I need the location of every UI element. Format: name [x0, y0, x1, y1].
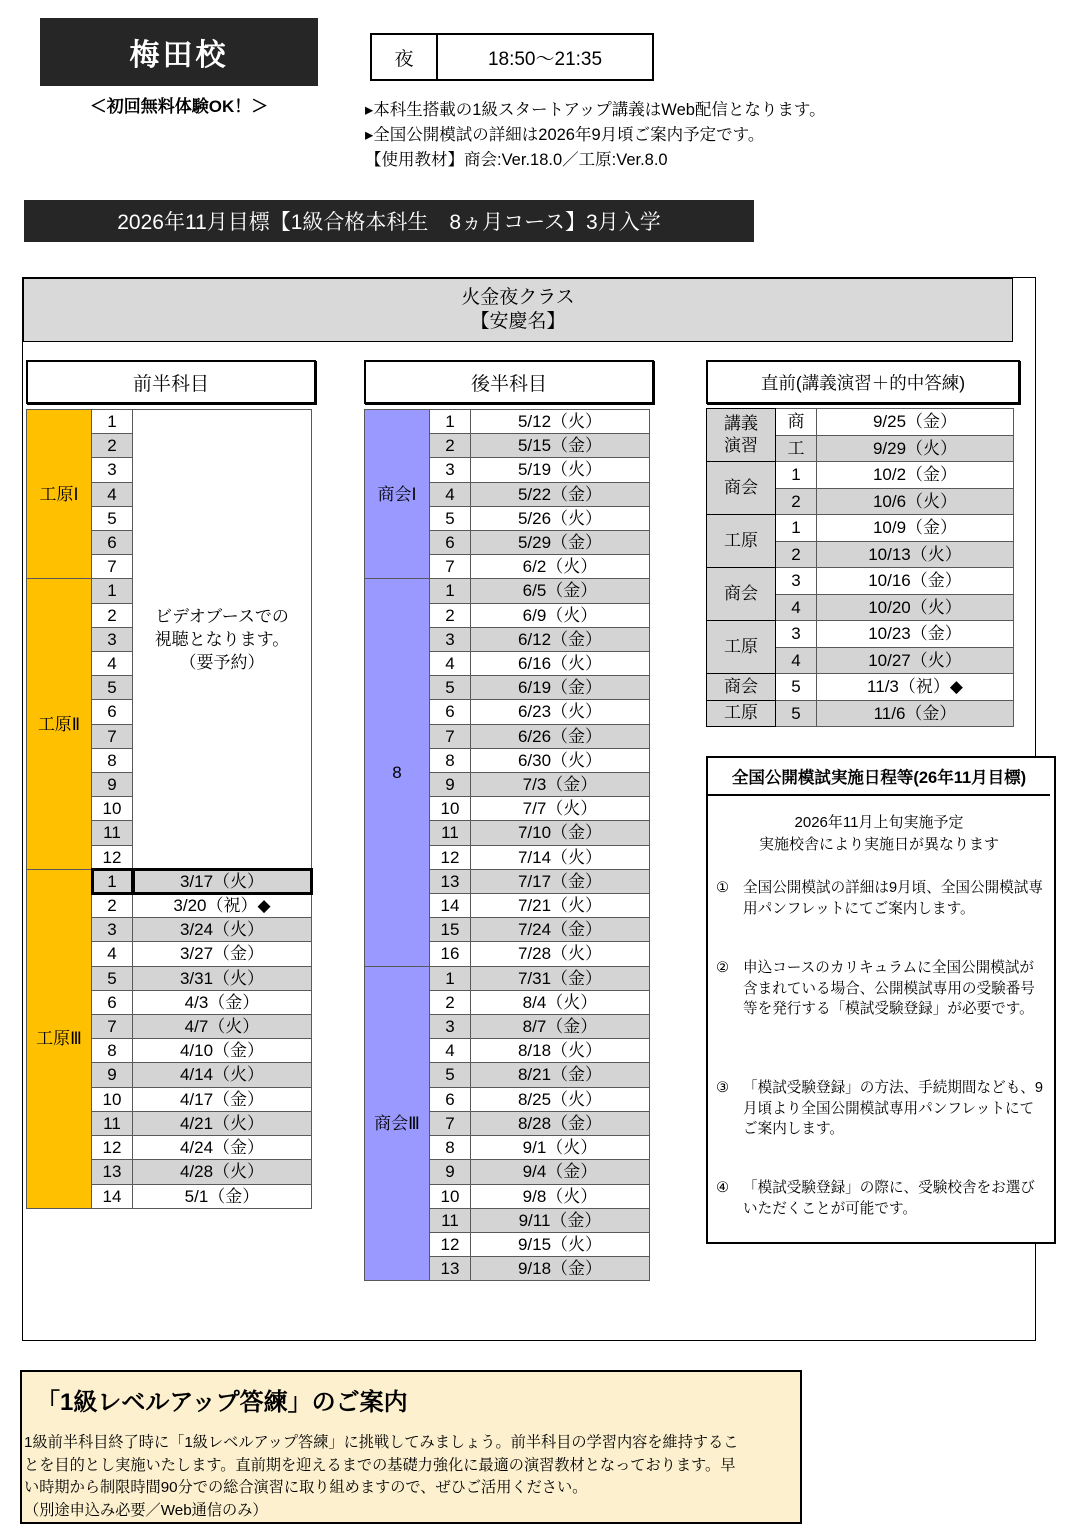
mock-exam-title: 全国公開模試実施日程等(26年11月目標): [708, 758, 1050, 796]
final-lesson-date: 10/6（火）: [817, 488, 1014, 515]
mock-exam-item-number: ③: [716, 1080, 730, 1096]
lesson-number: 9: [92, 773, 133, 797]
final-lesson-number: 5: [776, 674, 817, 701]
lesson-number: 5: [430, 676, 471, 700]
lesson-number: 12: [92, 1136, 133, 1160]
lesson-date: 5/15（金）: [471, 434, 650, 458]
promo-line-1: 1級前半科目終了時に「1級レベルアップ答練」に挑戦してみましょう。前半科目の学習内容を維持するこ: [24, 1434, 739, 1451]
lesson-number: 11: [92, 821, 133, 845]
mock-exam-item-number: ②: [716, 960, 730, 976]
mock-exam-item: [716, 1178, 1044, 1219]
lesson-number: 3: [92, 918, 133, 942]
mock-exam-lead: [716, 812, 1042, 856]
final-lesson-number: 2: [776, 488, 817, 515]
subject-label: 商会Ⅰ: [365, 410, 430, 579]
lesson-date: 5/1（金）: [133, 1184, 312, 1208]
final-lesson-number: 工: [776, 435, 817, 462]
subject-label: 8: [365, 579, 430, 966]
table-row: [707, 621, 1014, 648]
header-notes: [365, 98, 1055, 173]
time-range-value: 18:50〜21:35: [437, 34, 653, 80]
final-lesson-number: 2: [776, 541, 817, 568]
lesson-date: 4/21（火）: [133, 1111, 312, 1135]
class-name: 火金夜クラス: [461, 286, 575, 308]
subject-label: 商会Ⅲ: [365, 966, 430, 1281]
lesson-date: 8/18（火）: [471, 1039, 650, 1063]
lesson-number: 4: [92, 482, 133, 506]
lesson-date: 8/4（火）: [471, 990, 650, 1014]
lesson-date: 4/7（火）: [133, 1015, 312, 1039]
lesson-date: 7/10（金）: [471, 821, 650, 845]
final-subject-label: 工原: [707, 515, 776, 568]
first-half-schedule-table: [26, 409, 312, 1209]
header-note-2: ▸全国公開模試の詳細は2026年9月頃ご案内予定です。: [365, 126, 765, 145]
lesson-number: 4: [92, 652, 133, 676]
lesson-number: 10: [430, 1184, 471, 1208]
lesson-number: 2: [430, 990, 471, 1014]
lesson-number: 3: [430, 458, 471, 482]
lesson-number: 12: [430, 1232, 471, 1256]
lesson-number: 6: [430, 1087, 471, 1111]
lesson-number: 3: [430, 1015, 471, 1039]
lesson-date: 5/12（火）: [471, 410, 650, 434]
lesson-date: 6/2（火）: [471, 555, 650, 579]
lesson-date: 5/19（火）: [471, 458, 650, 482]
lesson-number: 2: [92, 434, 133, 458]
mock-exam-item-number: ④: [716, 1180, 730, 1196]
lesson-date: 3/20（祝）◆: [133, 894, 312, 918]
lesson-number: 11: [430, 1208, 471, 1232]
lesson-number: 6: [92, 531, 133, 555]
lesson-date: 7/14（火）: [471, 845, 650, 869]
table-row: [707, 700, 1014, 727]
lesson-number: 6: [92, 700, 133, 724]
mock-exam-item-number: ①: [716, 880, 730, 896]
school-name: 梅田校: [129, 39, 229, 72]
table-row: [365, 966, 650, 990]
header-note-1: ▸本科生搭載の1級スタートアップ講義はWeb配信となります。: [365, 101, 826, 119]
header-note-3: 【使用教材】商会:Ver.18.0／工原:Ver.8.0: [365, 151, 668, 170]
final-lesson-date: 10/20（火）: [817, 594, 1014, 621]
lesson-date: 6/9（火）: [471, 603, 650, 627]
lesson-number: 14: [430, 894, 471, 918]
second-half-schedule-table: [364, 409, 650, 1281]
final-subject-label: 商会: [707, 568, 776, 621]
table-row: [365, 579, 650, 603]
lesson-date: 6/12（金）: [471, 627, 650, 651]
table-row: [371, 34, 653, 80]
lesson-number: 14: [92, 1184, 133, 1208]
lesson-date: 7/17（金）: [471, 869, 650, 893]
lesson-date: 3/17（火）: [133, 869, 312, 893]
lesson-date: 6/26（金）: [471, 724, 650, 748]
lesson-number: 7: [430, 1111, 471, 1135]
lesson-number: 3: [430, 627, 471, 651]
class-time-table: [370, 33, 654, 81]
lesson-date: 4/17（金）: [133, 1087, 312, 1111]
promo-title: 「1級レベルアップ答練」のご案内: [36, 1389, 408, 1416]
lesson-number: 11: [430, 821, 471, 845]
promo-line-2: とを目的とし実施いたします。直前期を迎えるまでの基礎力強化に最適の演習教材となっております。早: [24, 1456, 736, 1474]
promo-line-4: （別途申込み必要／Web通信のみ）: [24, 1501, 268, 1519]
lesson-number: 5: [92, 506, 133, 530]
lesson-number: 5: [92, 966, 133, 990]
lesson-number: 9: [430, 1160, 471, 1184]
lesson-number: 9: [430, 773, 471, 797]
final-lesson-number: 3: [776, 621, 817, 648]
lesson-number: 1: [430, 579, 471, 603]
final-lesson-number: 商: [776, 409, 817, 436]
section-title-second-half: 後半科目: [364, 360, 654, 404]
mock-exam-item: [716, 878, 1044, 919]
lesson-date: 8/25（火）: [471, 1087, 650, 1111]
lesson-number: 15: [430, 918, 471, 942]
mock-exam-lead-line-2: 実施校舎により実施日が異なります: [758, 835, 999, 853]
section-title-first-half: 前半科目: [26, 360, 316, 404]
lesson-number: 6: [430, 531, 471, 555]
lesson-number: 16: [430, 942, 471, 966]
lesson-number: 7: [92, 1015, 133, 1039]
lesson-number: 8: [92, 1039, 133, 1063]
lesson-date: 6/23（火）: [471, 700, 650, 724]
lesson-date: 5/22（金）: [471, 482, 650, 506]
course-title-bar: 2026年11月目標【1級合格本科生 8ヵ月コース】3月入学: [24, 200, 754, 242]
lesson-number: 3: [92, 458, 133, 482]
lesson-number: 2: [430, 434, 471, 458]
table-row: [27, 410, 312, 434]
lesson-number: 6: [430, 700, 471, 724]
class-header: [23, 278, 1013, 342]
lesson-number: 4: [430, 482, 471, 506]
mock-exam-item-text: 「模試受験登録」の方法、手続期間なども、9月頃より全国公開模試専用パンフレットにてご案内します。: [743, 1080, 1043, 1138]
lesson-date: 5/26（火）: [471, 506, 650, 530]
final-lesson-date: 10/16（金）: [817, 568, 1014, 595]
lesson-date: 3/27（金）: [133, 942, 312, 966]
lesson-number: 12: [430, 845, 471, 869]
lesson-number: 11: [92, 1111, 133, 1135]
lesson-number: 4: [92, 942, 133, 966]
lesson-number: 10: [430, 797, 471, 821]
lesson-date: 4/10（金）: [133, 1039, 312, 1063]
lesson-number: 6: [92, 990, 133, 1014]
mock-exam-item-text: 全国公開模試の詳細は9月頃、全国公開模試専用パンフレットにてご案内します。: [743, 880, 1043, 917]
lesson-number: 2: [92, 603, 133, 627]
final-subject-label: 講義 演習: [707, 409, 776, 462]
final-lesson-date: 9/29（火）: [817, 435, 1014, 462]
lesson-number: 7: [430, 724, 471, 748]
lesson-number: 1: [430, 410, 471, 434]
final-subject-label: 工原: [707, 700, 776, 727]
final-lesson-date: 10/23（金）: [817, 621, 1014, 648]
lesson-date: 7/21（火）: [471, 894, 650, 918]
lesson-date: 8/7（金）: [471, 1015, 650, 1039]
final-lesson-date: 11/6（金）: [817, 700, 1014, 727]
lesson-number: 8: [430, 748, 471, 772]
lesson-date: 7/31（金）: [471, 966, 650, 990]
mock-exam-item: [716, 958, 1044, 1020]
time-period-label: 夜: [371, 34, 437, 80]
lesson-date: 9/8（火）: [471, 1184, 650, 1208]
lesson-number: 7: [92, 555, 133, 579]
final-lesson-date: 11/3（祝）◆: [817, 674, 1014, 701]
lesson-number: 7: [430, 555, 471, 579]
lesson-number: 13: [92, 1160, 133, 1184]
lesson-number: 12: [92, 845, 133, 869]
lesson-number: 13: [430, 869, 471, 893]
final-lesson-date: 9/25（金）: [817, 409, 1014, 436]
lesson-date: 9/18（金）: [471, 1257, 650, 1281]
lesson-date: 4/28（火）: [133, 1160, 312, 1184]
lesson-number: 8: [430, 1136, 471, 1160]
final-lesson-date: 10/9（金）: [817, 515, 1014, 542]
lesson-date: 9/1（火）: [471, 1136, 650, 1160]
lesson-number: 5: [430, 506, 471, 530]
lesson-number: 5: [92, 676, 133, 700]
table-row: [707, 515, 1014, 542]
subject-label: 工原Ⅲ: [27, 869, 92, 1208]
final-lesson-number: 4: [776, 647, 817, 674]
lesson-date: 6/16（火）: [471, 652, 650, 676]
mock-exam-item-text: 申込コースのカリキュラムに全国公開模試が含まれている場合、公開模試専用の受験番号等を発行する「模試受験登録」が必要です。: [743, 960, 1035, 1018]
final-lesson-date: 10/27（火）: [817, 647, 1014, 674]
table-row: [707, 568, 1014, 595]
final-subject-label: 工原: [707, 621, 776, 674]
final-lesson-number: 1: [776, 515, 817, 542]
instructor-name: 【安慶名】: [470, 311, 566, 332]
lesson-number: 1: [92, 579, 133, 603]
lesson-date: 6/30（火）: [471, 748, 650, 772]
video-booth-note: ビデオブースでの 視聴となります。 （要予約）: [133, 410, 312, 870]
lesson-number: 1: [92, 410, 133, 434]
lesson-number: 2: [430, 603, 471, 627]
free-trial-note: ＜初回無料体験OK！＞: [89, 97, 269, 116]
final-lesson-date: 10/13（火）: [817, 541, 1014, 568]
lesson-number: 4: [430, 652, 471, 676]
lesson-number: 3: [92, 627, 133, 651]
final-lesson-number: 3: [776, 568, 817, 595]
lesson-number: 9: [92, 1063, 133, 1087]
lesson-date: 9/4（金）: [471, 1160, 650, 1184]
mock-exam-item: [716, 1078, 1044, 1140]
lesson-date: 5/29（金）: [471, 531, 650, 555]
section-title-final: 直前(講義演習＋的中答練): [706, 360, 1020, 404]
lesson-number: 10: [92, 1087, 133, 1111]
subject-label: 工原Ⅱ: [27, 579, 92, 869]
lesson-date: 8/28（金）: [471, 1111, 650, 1135]
lesson-date: 4/3（金）: [133, 990, 312, 1014]
final-lesson-number: 5: [776, 700, 817, 727]
lesson-date: 3/31（火）: [133, 966, 312, 990]
lesson-number: 5: [430, 1063, 471, 1087]
final-lesson-number: 1: [776, 462, 817, 489]
table-row: [365, 410, 650, 434]
subject-label: 工原Ⅰ: [27, 410, 92, 579]
lesson-number: 1: [92, 869, 133, 893]
lesson-number: 13: [430, 1257, 471, 1281]
lesson-date: 9/15（火）: [471, 1232, 650, 1256]
lesson-number: 7: [92, 724, 133, 748]
lesson-number: 10: [92, 797, 133, 821]
lesson-number: 8: [92, 748, 133, 772]
final-lesson-date: 10/2（金）: [817, 462, 1014, 489]
lesson-date: 7/28（火）: [471, 942, 650, 966]
mock-exam-item-text: 「模試受験登録」の際に、受験校舎をお選びいただくことが可能です。: [743, 1180, 1035, 1217]
final-lesson-number: 4: [776, 594, 817, 621]
final-subject-label: 商会: [707, 462, 776, 515]
mock-exam-lead-line-1: 2026年11月上旬実施予定: [794, 814, 964, 831]
lesson-date: 4/24（金）: [133, 1136, 312, 1160]
table-row: [707, 462, 1014, 489]
lesson-date: 7/7（火）: [471, 797, 650, 821]
promo-body: [24, 1432, 784, 1522]
table-row: [707, 409, 1014, 436]
lesson-date: 9/11（金）: [471, 1208, 650, 1232]
table-row: [27, 869, 312, 893]
final-subject-label: 商会: [707, 674, 776, 701]
school-name-banner: [40, 18, 318, 86]
promo-line-3: い時期から制限時間90分での総合演習に取り組めますので、ぜひご活用ください。: [24, 1479, 588, 1496]
table-row: [707, 674, 1014, 701]
lesson-date: 6/5（金）: [471, 579, 650, 603]
lesson-date: 8/21（金）: [471, 1063, 650, 1087]
lesson-date: 3/24（火）: [133, 918, 312, 942]
lesson-number: 2: [92, 894, 133, 918]
lesson-number: 1: [430, 966, 471, 990]
lesson-date: 4/14（火）: [133, 1063, 312, 1087]
lesson-date: 6/19（金）: [471, 676, 650, 700]
lesson-number: 4: [430, 1039, 471, 1063]
lesson-date: 7/3（金）: [471, 773, 650, 797]
final-stage-schedule-table: [706, 408, 1014, 727]
lesson-date: 7/24（金）: [471, 918, 650, 942]
